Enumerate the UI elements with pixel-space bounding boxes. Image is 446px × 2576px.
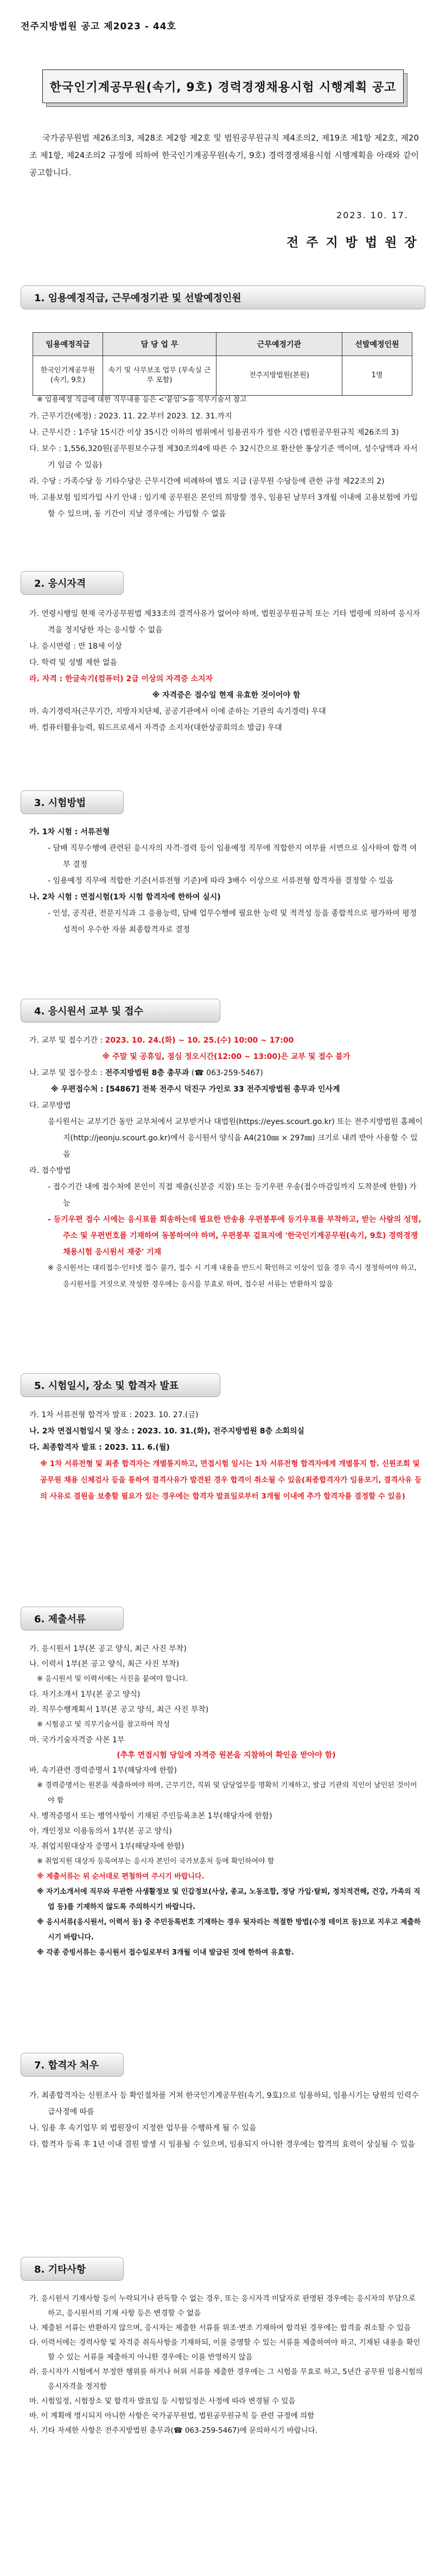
- section-6-body: [29, 1641, 423, 1960]
- list-item: ※ 자기소개서에 직무와 무관한 사생활정보 및 인갑정보(사상, 종교, 노동조합, 정당 가입·탈퇴, 정치적견해, 건강, 가족의 직업 등)를 기재하지 않도록 주의하시기 바랍니다.: [37, 1888, 420, 1911]
- list-item: 가. 응시원서 기재사항 등이 누락되거나 판독할 수 없는 경우, 또는 응시자격 미달자로 판명된 경우에는 응시자의 부담으로 하고, 응시원서의 기재 사항 등은 변경할 수 없음: [29, 2294, 416, 2318]
- list-item: ※ 임용예정 직급에 대한 직무내용 등은 <'붙임'>을 직무기술서 참고: [37, 396, 247, 404]
- list-item: 마. 속기경력자(근무기간, 지방자치단체, 공공기관에서 이에 준하는 기관의 속기경력) 우대: [29, 707, 326, 716]
- list-item: 라. 수당 : 가족수당 등 기타수당은 근무시간에 비례하여 별도 지급 (공무원 수당등에 관한 규정 제22조의 2): [29, 477, 385, 486]
- section-5-body: [29, 1407, 423, 1505]
- section-7-header: 7. 합격자 처우: [21, 2053, 124, 2077]
- list-item: 사. 병적증명서 또는 병역사항이 기재된 주민등록초본 1부(해당자에 한함): [29, 1812, 272, 1820]
- list-item: 자. 취업지원대상자 증명서 1부(해당자에 한함): [29, 1842, 184, 1851]
- position-table: [33, 332, 412, 396]
- receipt-phone: (☎ 063-259-5467): [191, 1069, 263, 1077]
- receipt-period-label: 가. 교부 및 접수기간 :: [29, 1036, 103, 1045]
- list-item: 다. 합격자 등록 후 1년 이내 결원 발생 시 임용될 수 있으며, 임용되지 아니한 경우에는 합격의 효력이 상실될 수 있음: [29, 2140, 415, 2149]
- list-item: - 인성, 공직관, 전문지식과 그 응용능력, 담배 업무수행에 필요한 능력 및 적격성 등을 종합적으로 평가하여 평정 성적이 우수한 자를 최종합격자로 결정: [48, 909, 417, 934]
- list-item: (추후 면접시험 당일에 자격증 원본을 지참하여 확인을 받아야 함): [117, 1751, 336, 1760]
- list-item: 다. 학력 및 성별 제한 없음: [29, 658, 117, 667]
- section-4-body: [29, 1032, 423, 1293]
- section-3-body: [29, 824, 423, 938]
- table-header: 선발예정인원: [342, 333, 412, 356]
- list-item: ※ 시험공고 및 직무기술서를 참고하여 작성: [37, 1721, 170, 1729]
- section-5-header: 5. 시험일시, 장소 및 합격자 발표: [21, 1373, 220, 1397]
- list-item: 바. 이 계획에 명시되지 아니한 사항은 국가공무원법, 법원공무원규칙 등 관련 규정에 의함: [29, 2412, 315, 2420]
- list-item: 나. 임용 후 속기업무 외 법원장이 지정한 업무를 수행하게 될 수 있음: [29, 2124, 257, 2133]
- table-cell: 1명: [342, 356, 412, 396]
- list-item: 라. 자격 : 한글속기(컴퓨터) 2급 이상의 자격증 소지자: [29, 675, 213, 683]
- list-item: ※ 각종 증빙서류는 응시원서 접수일로부터 3개월 이내 발급된 것에 한하여 유효함.: [37, 1949, 294, 1957]
- section-6-header: 6. 제출서류: [21, 1607, 124, 1630]
- list-item: 가. 응시원서 1부(본 공고 양식, 최근 사진 부착): [29, 1645, 187, 1653]
- table-cell: 속기 및 사무보조 업무 (부속실 근무 포함): [103, 356, 216, 396]
- list-item: 다. 교부방법: [29, 1101, 71, 1110]
- list-item: 마. 시험일정, 시험장소 및 합격자 발표일 등 시험일정은 사정에 따라 변경될 수 있음: [29, 2397, 296, 2406]
- notice-title: 한국인기계공무원(속기, 9호) 경력경쟁채용시험 시행계획 공고: [42, 69, 404, 103]
- list-item: 아. 개인정보 이용동의서 1부(본 공고 양식): [29, 1827, 172, 1836]
- notice-date: 2023. 10. 17.: [336, 210, 409, 220]
- table-header: 담 당 업 무: [103, 333, 216, 356]
- list-item: 다. 이력서에는 경력사항 및 자격증 취득사항을 기재하되, 이를 증명할 수 있는 서류를 제출하여야 하고, 기재된 내용을 확인할 수 있는 서류를 제출하지 아니한 경우에는 이를 반영하지 않음: [29, 2338, 420, 2362]
- list-item: - 임용예정 직무에 적합한 기준(서류전형 기준)에 따라 3배수 이상으로 서류전형 합격자를 결정할 수 있음: [48, 877, 394, 885]
- table-cell: 한국인기계공무원 (속기, 9호): [33, 356, 103, 396]
- section-8-body: [29, 2292, 423, 2438]
- list-item: 다. 최종합격자 발표 : 2023. 11. 6.(월): [29, 1443, 170, 1452]
- list-item: 바. 속기관련 경력증명서 1부(해당자에 한함): [29, 1766, 177, 1775]
- list-item: ※ 1차 서류전형 및 최종 합격자는 개별통지하고, 면접시험 일시는 1차 서류전형 합격자에게 개별통지 함. 신원조회 및 공무원 채용 신체검사 등을 통하여 결격사유가 발견된 경우 합격이 취소될 수 있음(최종합격자가 임용포기, 결격사유 등의 사유로 결원을 보충할 필요가 있는 경우에는 합격자 발표일로부터 3개월 이내에 추가 합격자를 결정할 수 있음): [40, 1460, 422, 1501]
- section-7-body: [29, 2088, 423, 2153]
- list-item: 나. 2차 시험 : 면접시험(1차 시험 합격자에 한하여 실시): [29, 893, 221, 902]
- section-1-body: [29, 392, 423, 522]
- list-item: ※ 경력증명서는 원본을 제출하여야 하며, 근무기간, 직위 및 담당업무를 명확히 기재하고, 발급 기관의 직인이 날인된 것이어야 함: [37, 1781, 417, 1805]
- list-item: ※ 제출서류는 위 순서대로 편철하여 주시기 바랍니다.: [37, 1873, 205, 1881]
- notice-signature: 전 주 지 방 법 원 장: [286, 236, 418, 250]
- list-item: 가. 1차 서류전형 합격자 발표 : 2023. 10. 27.(금): [29, 1411, 199, 1419]
- list-item: ※ 주말 및 공휴일, 점심 정오시간(12:00 ~ 13:00)은 교부 및 접수 불가: [102, 1052, 351, 1061]
- list-item: ※ 우편접수처 : [54867] 전북 전주시 덕진구 가인로 33 전주지방법원 총무과 인사계: [51, 1085, 340, 1094]
- list-item: 나. 제출된 서류는 반환하지 않으며, 응시자는 제출한 서류를 위조·변조 기재하여 합격된 경우에는 합격을 취소할 수 있음: [29, 2324, 411, 2332]
- table-row: [33, 356, 412, 396]
- list-item: 바. 컴퓨터활용능력, 워드프로세서 자격증 소지자(대한상공회의소 발급) 우대: [29, 724, 282, 732]
- list-item: 사. 기타 자세한 사항은 전주지방법원 총무과(☎ 063-259-5467)에 문의하시기 바랍니다.: [29, 2426, 318, 2435]
- list-item: 가. 1차 시험 : 서류전형: [29, 828, 110, 836]
- list-item: 응시원서는 교부기간 동안 교부처에서 교부받거나 대법원(https://eyes.scourt.go.kr) 또는 전주지방법원 홈페이지(http://jeonju.scourt.go.kr)에서 응시원서 양식을 A4(210㎜ × 297㎜) 크기로 내려 받아 사용할 수 있음: [48, 1118, 423, 1159]
- list-item: ※ 응시서류(응시원서, 이력서 등) 중 주민등록번호 기재하는 경우 뒷자리는 적절한 방법(수정 테이프 등)으로 지우고 제출하시기 바랍니다.: [37, 1918, 421, 1941]
- list-item: 마. 고용보험 임의가입 사기 안내 : 임기제 공무원은 본인의 희망할 경우, 임용된 날부터 3개월 이내에 고용보험에 가입할 수 있으며, 동 기간이 지날 경우에는 가입할 수 없음: [29, 493, 418, 518]
- table-header: 임용예정직급: [33, 333, 103, 356]
- table-cell: 전주지방법원(본원): [216, 356, 342, 396]
- list-item: [29, 1065, 423, 1081]
- list-item: 다. 보수 : 1,556,320원(공무원보수규정 제30조의4에 따른 수 32시간으로 환산한 통상기준 액이며, 성수당액과 자서기 임금 수 있음): [29, 445, 418, 469]
- list-item: ※ 응시원서는 대리접수·인터넷 접수 불가, 접수 시 기재 내용을 반드시 확인하고 이상이 있을 경우 즉시 정정하여야 하고, 응시원서를 거짓으로 작성한 경우에는 응시를 무효로 하며, 접수된 서류는 반환하지 않음: [48, 1264, 417, 1289]
- list-item: 라. 응시자가 시험에서 부정한 행위를 하거나 허위 서류를 제출한 경우에는 그 시험을 무효로 하고, 5년간 공무원 임용시험의 응시자격을 정지함: [29, 2368, 423, 2391]
- list-item: - 접수기간 내에 접수처에 본인이 직접 제출(신분증 지참) 또는 등기우편 우송(접수마감일까지 도착분에 한함) 가능: [48, 1183, 417, 1208]
- list-item: ※ 취업지원 대상자 등록여부는 응시자 본인이 국가보훈처 등에 확인하여야 함: [37, 1857, 275, 1866]
- list-item: 가. 근무기간(예정) : 2023. 11. 22.부터 2023. 12. 31.까지: [29, 412, 232, 421]
- list-item: ※ 응시원서 및 이력서에는 사진을 붙여야 합니다.: [37, 1675, 188, 1683]
- section-2-header: 2. 응시자격: [21, 571, 124, 595]
- receipt-place-label: 나. 교부 및 접수장소 :: [29, 1069, 103, 1077]
- list-item: 라. 접수방법: [29, 1166, 71, 1175]
- list-item: 나. 근무시간 : 1주당 15시간 이상 35시간 이하의 범위에서 임용권자가 정한 시간 (법원공무원규칙 제26조의 3): [29, 428, 399, 437]
- section-1-header: 1. 임용예정직급, 근무예정기관 및 선발예정인원: [21, 285, 425, 309]
- receipt-period-value: 2023. 10. 24.(화) ~ 10. 25.(수) 10:00 ~ 17:00: [105, 1036, 294, 1045]
- table-header-row: [33, 333, 412, 356]
- list-item: 다. 자기소개서 1부(본 공고 양식): [29, 1690, 141, 1699]
- receipt-place-value: 전주지방법원 8층 총무과: [105, 1069, 189, 1077]
- section-3-header: 3. 시험방법: [21, 790, 124, 814]
- section-8-header: 8. 기타사항: [21, 2257, 124, 2281]
- list-item: 가. 연령시행일 현재 국가공무원법 제33조의 결격사유가 없어야 하며, 법원공무원규칙 또는 기타 법령에 의하여 응시자격을 정지당한 자는 응시할 수 없음: [29, 610, 420, 635]
- notice-number: 전주지방법원 공고 제2023 - 44호: [21, 21, 176, 32]
- list-item: - 담배 직무수행에 관련된 응시자의 자격·경력 등이 임용예정 직무에 적합한지 여부를 서면으로 심사하여 합격 여부 결정: [48, 844, 417, 869]
- list-item: [29, 1032, 423, 1049]
- table-header: 근무예정기관: [216, 333, 342, 356]
- list-item: 나. 응시연령 : 만 18세 이상: [29, 642, 122, 651]
- list-item: 마. 국가기술자격증 사본 1부: [29, 1736, 125, 1744]
- list-item: 나. 2차 면접시험일시 및 장소 : 2023. 10. 31.(화), 전주지방법원 8층 소회의실: [29, 1427, 305, 1436]
- list-item: 나. 이력서 1부(본 공고 양식, 최근 사진 부착): [29, 1660, 180, 1668]
- list-item: - 등기우편 접수 시에는 응시표를 회송하는데 필요한 반송용 우편봉투에 등기우표를 부착하고, 받는 사람의 성명, 주소 및 우편번호를 기재하여 동봉하여야 하며, 우편봉투 겉표지에 '한국인기계공무원(속기, 9호) 경력경쟁채용시험 응시원서 재중' 기재: [48, 1215, 422, 1257]
- section-4-header: 4. 응시원서 교부 및 접수: [21, 999, 220, 1023]
- notice-intro: 국가공무원법 제26조의3, 제28조 제2항 제2호 및 법원공무원규칙 제4조의2, 제19조 제1항 제2호, 제20조 제1항, 제24조의2 규정에 의하여 한국인기계공무원(속기, 9호) 경력경쟁채용시험 시행계획을 아래와 같이 공고합니다.: [29, 133, 419, 177]
- section-2-body: [29, 606, 423, 736]
- list-item: 가. 최종합격자는 신원조사 등 확인절차를 거쳐 한국인기계공무원(속기, 9호)으로 임용하되, 임용시기는 당원의 인력수급사정에 따름: [29, 2091, 419, 2116]
- list-item: ※ 자격증은 접수일 현재 유효한 것이어야 함: [152, 691, 301, 700]
- list-item: 라. 직무수행계획서 1부(본 공고 양식, 최근 사진 부착): [29, 1705, 209, 1714]
